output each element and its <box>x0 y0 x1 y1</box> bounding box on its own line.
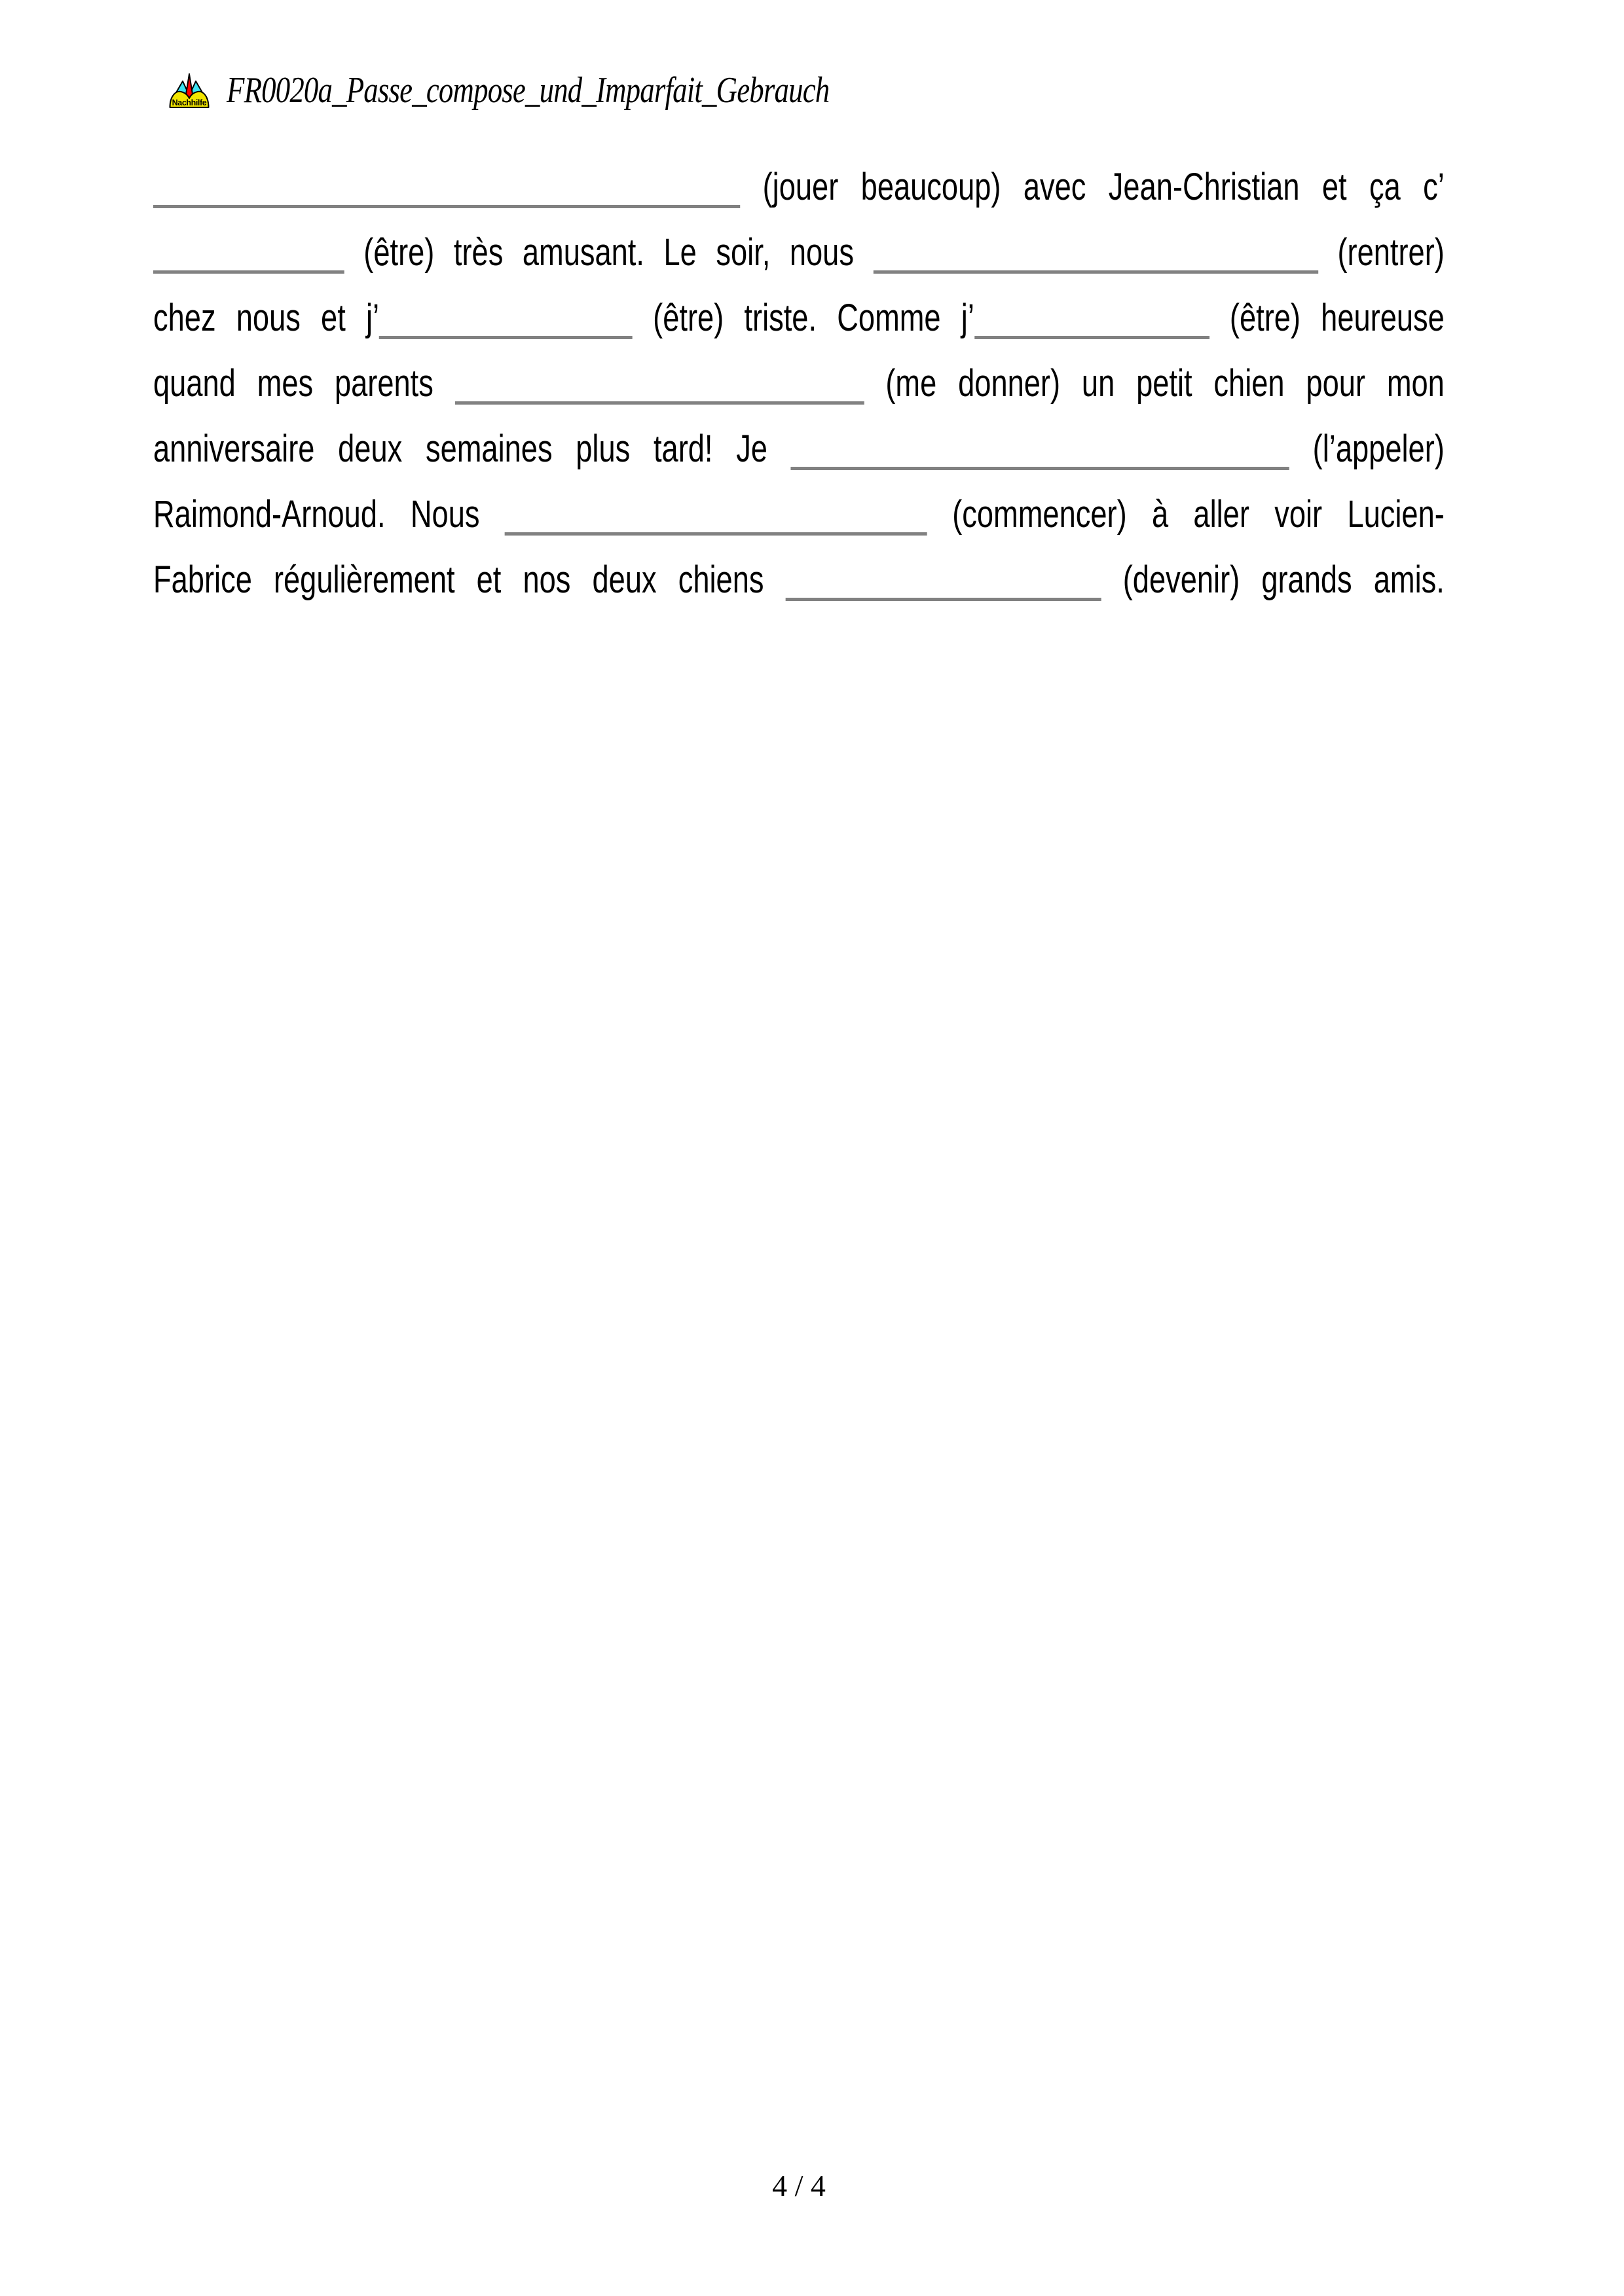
exercise-text: (l’appeler) <box>1312 428 1445 470</box>
fill-in-blank <box>974 336 1209 339</box>
exercise-line <box>153 220 1445 285</box>
exercise-line <box>153 351 1445 416</box>
exercise-text: (rentrer) <box>1337 231 1445 274</box>
exercise-text: Fabrice régulièrement et nos deux chiens <box>153 558 764 601</box>
fill-in-blank <box>786 598 1101 601</box>
exercise-text: (devenir) grands amis. <box>1122 558 1445 601</box>
fill-in-blank <box>379 336 633 339</box>
exercise-text: (être) triste. Comme j’ <box>653 297 974 339</box>
exercise-text: (commencer) à aller voir Lucien- <box>952 493 1445 536</box>
page-number: 4 / 4 <box>772 2169 826 2202</box>
exercise-line <box>153 416 1445 482</box>
exercise-text: (me donner) un petit chien pour mon <box>885 362 1445 405</box>
fill-in-blank <box>505 532 927 536</box>
document-title: FR0020a_Passe_compose_und_Imparfait_Gebrauch <box>227 70 830 111</box>
fill-in-blank <box>874 270 1318 274</box>
exercise-line <box>153 285 1445 351</box>
nachhilfe-logo-icon <box>169 72 210 109</box>
fill-in-blank <box>455 401 864 405</box>
fill-in-blank <box>153 270 344 274</box>
exercise-text: (être) très amusant. Le soir, nous <box>363 231 854 274</box>
exercise-text: chez nous et j’ <box>153 297 380 339</box>
exercise-text: Raimond-Arnoud. Nous <box>153 493 480 536</box>
fill-in-blank <box>153 205 740 208</box>
exercise-text: quand mes parents <box>153 362 434 405</box>
page-header <box>169 69 980 111</box>
logo-label: Nachhilfe <box>172 98 207 107</box>
exercise-text: (jouer beaucoup) avec Jean-Christian et ça c’ <box>762 166 1445 208</box>
fill-in-blank <box>791 467 1289 470</box>
exercise-line <box>153 482 1445 547</box>
exercise-text: (être) heureuse <box>1229 297 1445 339</box>
exercise-text: anniversaire deux semaines plus tard! Je <box>153 428 767 470</box>
exercise-line <box>153 155 1445 220</box>
exercise-text-block <box>153 155 1445 613</box>
exercise-line <box>153 547 1445 613</box>
